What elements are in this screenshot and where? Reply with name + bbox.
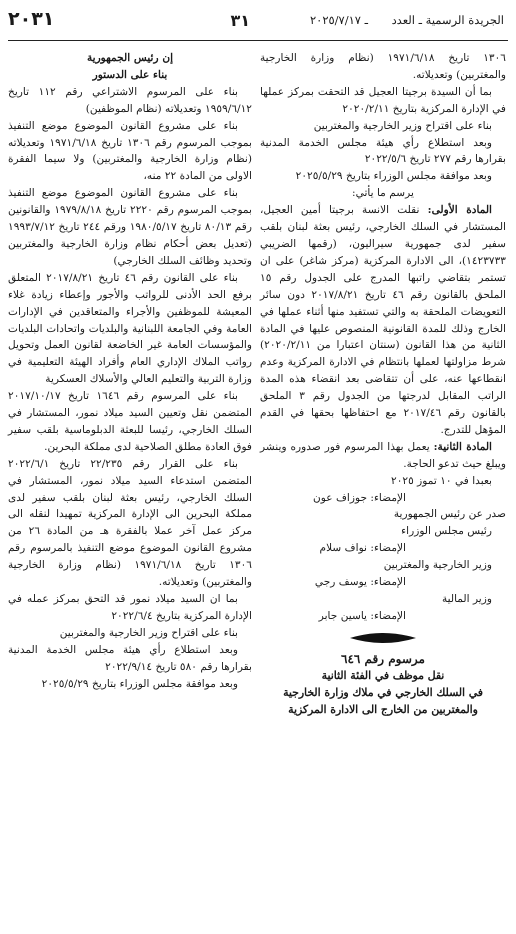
done-at-line: بعبدا في ١٠ تموز ٢٠٢٥ <box>391 474 492 487</box>
recital-7: بما ان السيد ميلاد نمور قد التحق بمركز عمله في الإدارة المركزية بتاريخ ٢٠٢٢/٦/٤ <box>8 593 252 622</box>
pm-title: رئيس مجلس الوزراء <box>401 525 492 538</box>
article-two-text: يعمل بهذا المرسوم فور صدوره وينشر ويبلغ حيث تدعو الحاجة. <box>260 440 506 470</box>
header-divider <box>8 40 508 41</box>
recital-10: وبعد موافقة مجلس الوزراء بتاريخ ٢٠٢٥/٥/٢٩ <box>41 677 238 690</box>
decree-subtitle-1: نقل موظف في الفئة الثانية <box>321 668 445 682</box>
recital-8: بناء على اقتراح وزير الخارجية والمغتربين <box>59 626 238 639</box>
recital-6: بناء على القرار رقم ٢٢/٢٣٥ تاريخ ٢٠٢٢/٦/١ المتضمن استدعاء السيد ميلاد نمور، المستشار في السلك الخارجي، رئيس بعثة لبنان بلقب سفير لدى مملكة البحرين الى الإدارة المركزية تمهيدا لنقله الى مركز عمل آخر عملا بالفقرة هـ من المادة ٢٦ من مشروع القانون الموضوع موضع التنفيذ بالمرسوم رقم ١٣٠٦ تاريخ ١٩٧١/٦/١٨ (نظام وزارة الخارجية والمغتربين) وتعديلاته. <box>8 457 252 589</box>
foreign-minister-title: وزير الخارجية والمغتربين <box>383 559 492 572</box>
constitution-heading: بناء على الدستور <box>92 68 168 81</box>
recital-4: بناء على القانون رقم ٤٦ تاريخ ٢٠١٧/٨/٢١ المتعلق برفع الحد الأدنى للرواتب والأجور وإعطاء زيادة غلاء المعيشة للموظفين والأجراء والمتعاقدين في الإدارات العامة وفي الجامعة اللبنانية والبلديات واتحادات البلديات والمؤسسات العامة غير الخاضعة لقانون العمل وتحويل رواتب الملاك الإداري العام وأفراد الهيئة التعليمية في وزارة التربية والتعليم العالي والأسلاك العسكرية <box>8 271 252 386</box>
page-header <box>8 8 508 34</box>
decree-title: مرسوم رقم ٦٤٦ <box>341 651 425 666</box>
president-heading: إن رئيس الجمهورية <box>86 52 174 64</box>
finance-minister-signature: الإمضاء: ياسين جابر <box>318 609 406 622</box>
left-column <box>8 50 252 692</box>
article-two <box>260 439 506 473</box>
finance-minister-title: وزير المالية <box>441 593 492 605</box>
article-one-label: المادة الأولى: <box>427 204 492 217</box>
reference-continuation: ١٣٠٦ تاريخ ١٩٧١/٦/١٨ (نظام وزارة الخارجية والمغتربين) وتعديلاته. <box>260 52 506 81</box>
article-one <box>260 202 506 439</box>
page-number: ٢٠٣١ <box>8 8 55 30</box>
decrees-line: يرسم ما يأتي: <box>352 187 414 200</box>
issued-by-line: صدر عن رئيس الجمهورية <box>393 508 506 521</box>
ornament-divider <box>260 625 506 651</box>
issue-number <box>230 11 250 30</box>
right-column <box>260 50 506 718</box>
publication-name: الجريدة الرسمية ـ العدد <box>391 13 504 27</box>
opinion-clause: وبعد استطلاع رأي هيئة مجلس الخدمة المدنية بقرارها رقم ٢٧٧ تاريخ ٢٠٢٢/٥/٦ <box>260 136 506 166</box>
issue-number-value: ٣١ <box>230 11 250 30</box>
council-approval-clause: وبعد موافقة مجلس الوزراء بتاريخ ٢٠٢٥/٥/٢٩ <box>295 170 492 183</box>
foreign-minister-signature: الإمضاء: يوسف رجي <box>314 576 406 589</box>
president-signature: الإمضاء: جوزاف عون <box>313 491 406 504</box>
ornament-icon <box>348 631 418 645</box>
recital-9: وبعد استطلاع رأي هيئة مجلس الخدمة المدنية بقرارها رقم ٥٨٠ تاريخ ٢٠٢٢/٩/١٤ <box>8 643 252 673</box>
recital-3: بناء على مشروع القانون الموضوع موضع التنفيذ بموجب المرسوم رقم ٢٢٢٠ تاريخ ١٩٧٩/٨/١٨ والقانونين رقم ٨٠/١٣ تاريخ ١٩٨٠/٥/١٧ ورقم ٢٤٤ تاريخ ١٩٩٣/٧/١٢ (تعديل بعض أحكام نظام وزارة الخارجية والمغتربين وتحديد وظائف السلك الخارجي) <box>8 187 252 267</box>
recital-1: بناء على المرسوم الاشتراعي رقم ١١٢ تاريخ ١٩٥٩/٦/١٢ وتعديلاته (نظام الموظفين) <box>8 85 252 115</box>
article-two-label: المادة الثانية: <box>433 440 492 453</box>
signature-block <box>260 473 506 625</box>
whereas-clause: بما أن السيدة برجيتا العجيل قد التحقت بمركز عملها في الإدارة المركزية بتاريخ ٢٠٢٠/٢/١١ <box>260 85 506 115</box>
decree-subtitle-2: في السلك الخارجي في ملاك وزارة الخارجية <box>283 685 483 699</box>
proposal-clause: بناء على اقتراح وزير الخارجية والمغتربين <box>313 119 492 132</box>
recital-5: بناء على المرسوم رقم ١٦٤٦ تاريخ ٢٠١٧/١٠/١٧ المتضمن نقل وتعيين السيد ميلاد نمور، المستشار في السلك الخارجي، رئيسا للبعثة الدبلوماسية بلقب سفير فوق العادة مطلق الصلاحية لدى مملكة البحرين. <box>8 390 252 453</box>
pm-signature: الإمضاء: نواف سلام <box>319 542 406 555</box>
recital-2: بناء على مشروع القانون الموضوع موضع التنفيذ بموجب المرسوم رقم ١٣٠٦ تاريخ ١٩٧١/٦/١٨ وتعديلاته (نظام وزارة الخارجية والمغتربين) ولا سيما الفقرة الاولى من المادة ٢٢ منه، <box>8 119 252 183</box>
article-one-text: نقلت الانسة برجيتا أمين العجيل، المستشار في السلك الخارجي، رئيس بعثة لبنان بلقب سفير لدى جمهورية سيراليون، (رقمها الضريبي ١٤٢٣٧٣٣)، الى الادارة المركزية (مركز شاغر) على ان تستمر بتقاضي راتبها المدرج على الجدول رقم ١٥ الملحق بالقانون رقم ٤٦ تاريخ ٢٠١٧/٨/٢١ دون سائر التعويضات الملحقة به والتي تستفيد منها أثناء عملها في الخارج وذلك للمدة القانونية المنصوص عليها في المادة الثانية من هذا القانون (سنتان اعتبارا من ٢٠٢٠/٢/١١) شرط مزاولتها لعملها بانتظام في الادارة المركزية وعدم انقطاعها عنه، على أن تتقاضى بعد انقضاء هذه المدة الراتب المقابل لدرجتها من الجدول رقم ٣ الملحق بالقانون رقم ٢٠١٧/٤٦ مع احتفاظها بحقها في القدم المؤهل للتدرج. <box>260 204 507 436</box>
issue-date: ـ ٢٠٢٥/٧/١٧ <box>309 13 368 27</box>
decree-subtitle-3: والمغتربين من الخارج الى الادارة المركزية <box>288 702 478 716</box>
